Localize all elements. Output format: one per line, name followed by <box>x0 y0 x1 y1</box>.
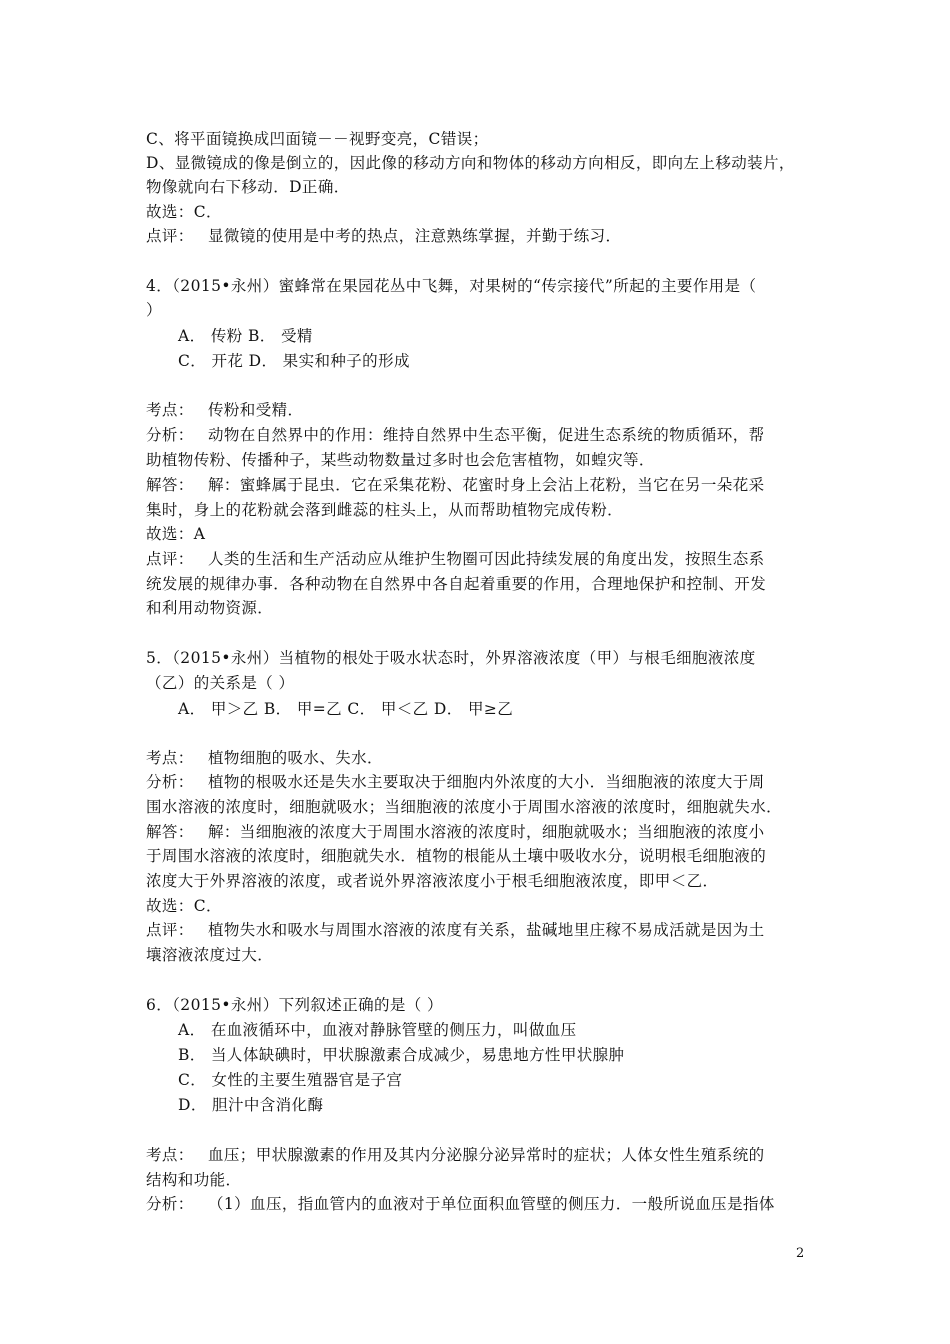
point-label: 考点： <box>146 749 194 767</box>
text-line: 故选：C． <box>146 203 222 221</box>
text-line: 故选：C． <box>146 897 222 915</box>
analysis-line <box>146 1194 775 1214</box>
question-4-stem-cont: ） <box>146 301 162 319</box>
review-label: 点评： <box>146 921 194 939</box>
answer-label: 解答： <box>146 476 194 494</box>
question-6-option-b: B． 当人体缺碘时，甲状腺激素合成减少，易患地方性甲状腺肿 <box>178 1046 625 1064</box>
page-number: 2 <box>796 1246 805 1261</box>
text-line: 统发展的规律办事．各种动物在自然界中各自起着重要的作用，合理地保护和控制、开发 <box>146 575 767 593</box>
analysis-text: （1）血压，指血管内的血液对于单位面积血管壁的侧压力．一般所说血压是指体 <box>208 1195 775 1213</box>
text-line: 壤溶液浓度过大． <box>146 946 274 964</box>
review-line <box>146 920 765 940</box>
point-text: 血压；甲状腺激素的作用及其内分泌腺分泌异常时的症状；人体女性生殖系统的 <box>208 1146 765 1164</box>
answer-line <box>146 822 765 842</box>
point-label: 考点： <box>146 1146 194 1164</box>
answer-text: 解：当细胞液的浓度大于周围水溶液的浓度时，细胞就吸水；当细胞液的浓度小 <box>208 823 765 841</box>
text-line: 结构和功能． <box>146 1171 242 1189</box>
text-line: C、将平面镜换成凹面镜－－视野变亮，C错误； <box>146 130 489 148</box>
question-5-stem: 5．（2015•永州）当植物的根处于吸水状态时，外界溶液浓度（甲）与根毛细胞液浓度 <box>146 649 756 667</box>
review-label: 点评： <box>146 227 194 245</box>
point-text: 传粉和受精． <box>208 401 304 419</box>
analysis-label: 分析： <box>146 426 194 444</box>
text-line: D、显微镜成的像是倒立的，因此像的移动方向和物体的移动方向相反，即向左上移动装片， <box>146 154 795 172</box>
text-line: 故选：A <box>146 525 206 543</box>
question-6-option-a: A． 在血液循环中，血液对静脉管壁的侧压力，叫做血压 <box>178 1021 577 1039</box>
review-line <box>146 549 765 569</box>
question-5-options: A． 甲＞乙 B． 甲=乙 C． 甲＜乙 D． 甲≥乙 <box>178 700 514 718</box>
text-line: 物像就向右下移动．D正确． <box>146 178 350 196</box>
answer-line <box>146 475 765 495</box>
question-4-options: A． 传粉 B． 受精 <box>178 327 313 345</box>
question-6-option-c: C． 女性的主要生殖器官是子宫 <box>178 1071 403 1089</box>
text-line: 集时，身上的花粉就会落到雌蕊的柱头上，从而帮助植物完成传粉． <box>146 501 624 519</box>
answer-label: 解答： <box>146 823 194 841</box>
text-line: 助植物传粉、传播种子，某些动物数量过多时也会危害植物，如蝗灾等． <box>146 451 655 469</box>
point-line <box>146 400 303 420</box>
text-line: 围水溶液的浓度时，细胞就吸水；当细胞液的浓度小于周围水溶液的浓度时，细胞就失水． <box>146 798 783 816</box>
question-4-options: C． 开花 D． 果实和种子的形成 <box>178 352 410 370</box>
review-label: 点评： <box>146 550 194 568</box>
point-line <box>146 1145 765 1165</box>
review-text: 显微镜的使用是中考的热点，注意熟练掌握，并勤于练习． <box>208 227 622 245</box>
review-line <box>146 226 621 246</box>
question-6-option-d: D． 胆汁中含消化酶 <box>178 1096 324 1114</box>
analysis-line <box>146 772 765 792</box>
analysis-label: 分析： <box>146 773 194 791</box>
point-text: 植物细胞的吸水、失水． <box>208 749 383 767</box>
question-6-stem: 6．（2015•永州）下列叙述正确的是（ ） <box>146 996 443 1014</box>
analysis-line <box>146 425 765 445</box>
question-5-stem-cont: （乙）的关系是（ ） <box>146 674 295 692</box>
text-line: 和利用动物资源． <box>146 599 274 617</box>
question-4-stem: 4．（2015•永州）蜜蜂常在果园花丛中飞舞，对果树的“传宗接代”所起的主要作用是（ <box>146 277 757 295</box>
review-text: 植物失水和吸水与周围水溶液的浓度有关系，盐碱地里庄稼不易成活就是因为土 <box>208 921 765 939</box>
text-line: 于周围水溶液的浓度时，细胞就失水．植物的根能从土壤中吸收水分，说明根毛细胞液的 <box>146 847 767 865</box>
review-text: 人类的生活和生产活动应从维护生物圈可因此持续发展的角度出发，按照生态系 <box>208 550 765 568</box>
answer-text: 解：蜜蜂属于昆虫．它在采集花粉、花蜜时身上会沾上花粉，当它在另一朵花采 <box>208 476 765 494</box>
point-line <box>146 748 383 768</box>
analysis-text: 动物在自然界中的作用：维持自然界中生态平衡，促进生态系统的物质循环，帮 <box>208 426 765 444</box>
analysis-text: 植物的根吸水还是失水主要取决于细胞内外浓度的大小．当细胞液的浓度大于周 <box>208 773 765 791</box>
text-line: 浓度大于外界溶液的浓度，或者说外界溶液浓度小于根毛细胞液浓度，即甲＜乙． <box>146 872 719 890</box>
point-label: 考点： <box>146 401 194 419</box>
analysis-label: 分析： <box>146 1195 194 1213</box>
